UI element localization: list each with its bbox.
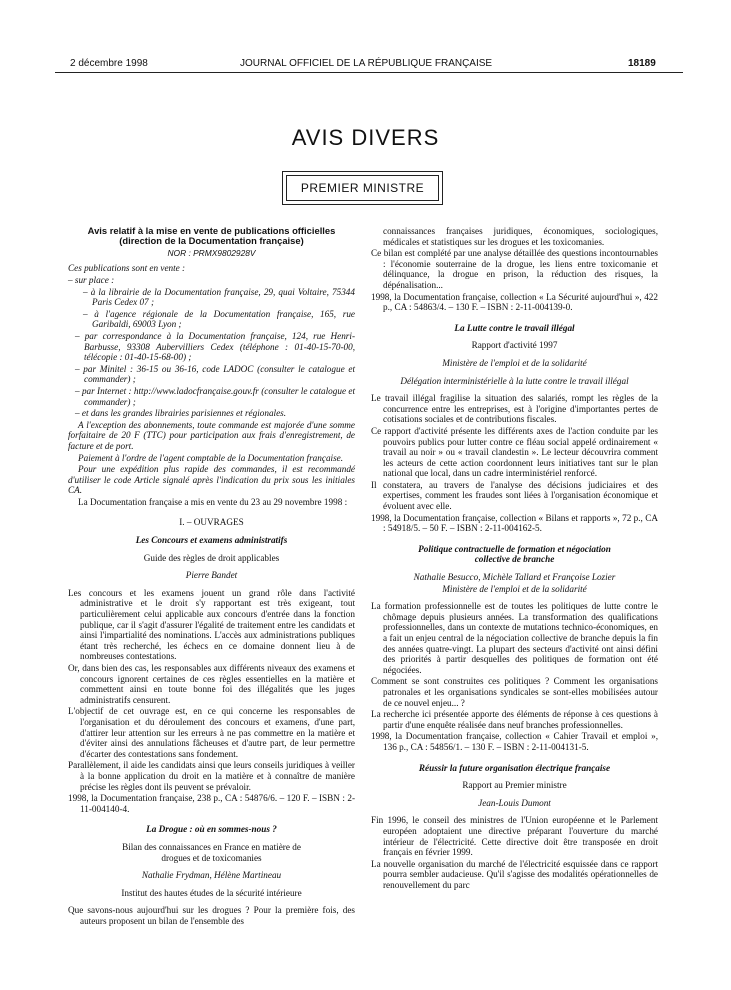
page-title: AVIS DIVERS: [291, 125, 440, 150]
book-title: La Drogue : où en sommes-nous ?: [146, 824, 277, 835]
book-author: Nathalie Frydman, Hélène Martineau: [141, 870, 282, 881]
paragraph: Il constatera, au travers de l'analyse des décisions judiciaires et des expertises, comment les fraudes sont liées à l'organisation économique et évoluent avec elle.: [371, 479, 658, 512]
header-date: 2 décembre 1998: [70, 58, 148, 69]
avis-title: Avis relatif à la mise en vente de publications officielles (direction de la Documentation française): [87, 225, 336, 247]
book-author: Pierre Bandet: [185, 570, 238, 581]
header-journal: JOURNAL OFFICIEL DE LA RÉPUBLIQUE FRANÇAISE: [240, 58, 493, 69]
paragraph: Comment se sont construites ces politiques ? Comment les organisations patronales et les organisations syndicales se sont-elles mobilisées autour de ce nouvel enjeu... ?: [371, 676, 658, 708]
header-page-number: 18189: [628, 58, 656, 69]
book-ministry: Ministère de l'emploi et de la solidarité: [442, 583, 587, 594]
book-reference: 1998, la Documentation française, collection « Bilans et rapports », 72 p., CA : 54918/5. – 50 F. – ISBN : 2-11-004162-5.: [371, 512, 658, 534]
paragraph: La formation professionnelle est de toutes les politiques de lutte contre le chômage depuis plusieurs années. La transformation des qualifications professionnelles, dans un contexte de mutations technico-économiques, en a fait un enjeu central de la négociation collective de branche depuis la fin des années quatre-vingt. La plupart des secteurs d'activité ont ainsi défini des priorités à partir desquelles des politiques de formation ont été négociées.: [371, 601, 658, 675]
book-ministry: Ministère de l'emploi et de la solidarité: [442, 357, 587, 368]
book-title: Politique contractuelle de formation et négociation collective de branche: [418, 543, 611, 565]
nor-reference: NOR : PRMX9802928V: [167, 247, 256, 258]
list-sur-place: – sur place :: [68, 275, 115, 285]
list-item: – par Internet : http://www.ladocfrançaise.gouv.fr (consulter le catalogue et commander) ;: [75, 385, 355, 407]
book-subtitle: Guide des règles de droit applicables: [143, 552, 280, 563]
book-author: Jean-Louis Dumont: [478, 797, 551, 808]
section-title: PREMIER MINISTRE: [286, 175, 439, 201]
list-item: – et dans les grandes librairies parisiennes et régionales.: [75, 408, 287, 419]
book-title: Réussir la future organisation électrique française: [418, 762, 611, 773]
paragraph: Ce rapport d'activité présente les différents axes de l'action conduite par les pouvoirs publics pour lutter contre ce fléau social appelé ordinairement « travail au noir » ou « travail clandestin ». Le lecteur découvrira comment les acteurs de cette action coordonnent leurs initiatives tant sur le plan national que local, dans un cadre interministériel renforcé.: [371, 425, 658, 479]
header-rule: [55, 72, 683, 73]
book-institution: Institut des hautes études de la sécurité intérieure: [121, 887, 302, 898]
paragraph: Paiement à l'ordre de l'agent comptable de la Documentation française.: [78, 452, 344, 463]
section-box: [282, 171, 443, 205]
paragraph: Or, dans bien des cas, les responsables aux différents niveaux des examens et concours ignorent certaines de ces règles essentielles en la matière et commettent ainsi en toute bonne foi des illégalités que les juges administratifs censurent.: [68, 663, 355, 705]
book-delegation: Délégation interministérielle à la lutte contre le travail illégal: [400, 375, 629, 386]
list-item: – à la librairie de la Documentation française, 29, quai Voltaire, 75344 Paris Cedex 07 ;: [83, 286, 355, 308]
paragraph: La nouvelle organisation du marché de l'électricité esquissée dans ce rapport pourra sembler audacieuse. Qu'il s'agisse des modalités opérationnelles de renouvellement du parc: [371, 858, 658, 890]
book-title: Les Concours et examens administratifs: [135, 535, 288, 546]
book-author: Nathalie Besucco, Michèle Tallard et Françoise Lozier: [413, 572, 616, 583]
right-column: [371, 226, 658, 891]
book-subtitle: Bilan des connaissances en France en matière de drogues et de toxicomanies: [122, 841, 301, 863]
paragraph: Parallèlement, il aide les candidats ainsi que leurs conseils juridiques à veiller à la bonne application du droit en la matière et à connaître de manière précise les règles dont ils peuvent se prévaloir.: [68, 760, 355, 792]
book-subtitle: Rapport au Premier ministre: [462, 780, 567, 791]
section-heading-ouvrages: I. – OUVRAGES: [179, 517, 244, 528]
paragraph: connaissances françaises juridiques, économiques, sociologiques, médicales et statistiques sur les drogues et les toxicomanies.: [383, 226, 658, 247]
book-reference: 1998, la Documentation française, collection « La Sécurité aujourd'hui », 422 p., CA : 54863/4. – 130 F. – ISBN : 2-11-004139-0.: [371, 291, 658, 313]
paragraph: A l'exception des abonnements, toute commande est majorée d'une somme forfaitaire de 20 F (TTC) pour participation aux frais d'enregistrement, de facture et de port.: [68, 419, 355, 451]
book-title: La Lutte contre le travail illégal: [454, 322, 575, 333]
list-item: – par correspondance à la Documentation française, 124, rue Henri-Barbusse, 93308 Aubervilliers Cedex (téléphone : 01-40-15-70-00, télécopie : 01-40-15-68-00) ;: [75, 330, 355, 363]
paragraph: Ce bilan est complété par une analyse détaillée des questions incontournables : l'économie souterraine de la drogue, les liens entre toxicomanie et délinquance, la drogue en prison, la réduction des risques, la dépénalisation...: [371, 248, 658, 290]
paragraph: Fin 1996, le conseil des ministres de l'Union européenne et le Parlement européen adoptaient une directive préparant l'ouverture du marché intérieur de l'électricité. Cette directive doit être transposée en droit français en février 1999.: [371, 815, 658, 858]
paragraph: La recherche ici présentée apporte des éléments de réponse à ces questions à partir d'une enquête réalisée dans neuf branches professionnelles.: [371, 709, 658, 730]
book-reference: 1998, la Documentation française, collection « Cahier Travail et emploi », 136 p., CA : 54856/1. – 130 F. – ISBN : 2-11-004131-5.: [371, 731, 658, 752]
paragraph: Le travail illégal fragilise la situation des salariés, rompt les règles de la concurrence entre les entreprises, est à l'origine d'importantes pertes de cotisations sociales et de contributions fiscales.: [371, 393, 658, 425]
list-item: – par Minitel : 36-15 ou 36-16, code LADOC (consulter le catalogue et commander) ;: [75, 363, 355, 385]
book-subtitle: Rapport d'activité 1997: [471, 340, 558, 351]
paragraph: La Documentation française a mis en vente du 23 au 29 novembre 1998 :: [78, 496, 348, 507]
intro-text: Ces publications sont en vente :: [68, 263, 186, 274]
list-item: – à l'agence régionale de la Documentation française, 165, rue Garibaldi, 69003 Lyon ;: [83, 308, 355, 330]
paragraph: Que savons-nous aujourd'hui sur les drogues ? Pour la première fois, des auteurs proposent un bilan de l'ensemble des: [68, 905, 355, 926]
paragraph: L'objectif de cet ouvrage est, en ce qui concerne les responsables de l'organisation et du déroulement des concours et examens, d'une part, d'attirer leur attention sur les erreurs à ne pas commettre en la matière et d'éviter ainsi des annulations fâcheuses et d'autre part, de leur permettre d'écarter des contestations sans fondement.: [68, 706, 355, 759]
paragraph: Pour une expédition plus rapide des commandes, il est recommandé d'utiliser le code Article signalé après l'indication du prix sous les initiales CA.: [68, 464, 355, 496]
left-column: [68, 226, 355, 927]
book-reference: 1998, la Documentation française, 238 p., CA : 54876/6. – 120 F. – ISBN : 2-11-004140-4.: [68, 793, 355, 814]
paragraph: Les concours et les examens jouent un grand rôle dans l'activité administrative et le droit s'y rapportant est très exigeant, tout particulièrement celui applicable aux concours d'entrée dans la fonction publique, car il s'agit d'assurer l'égalité de traitement entre les candidats et ainsi l'impartialité des nominations. L'accès aux administrations publiques étant très recherché, les échecs en ce domaine donnent lieu à de nombreuses contestations.: [68, 587, 355, 662]
